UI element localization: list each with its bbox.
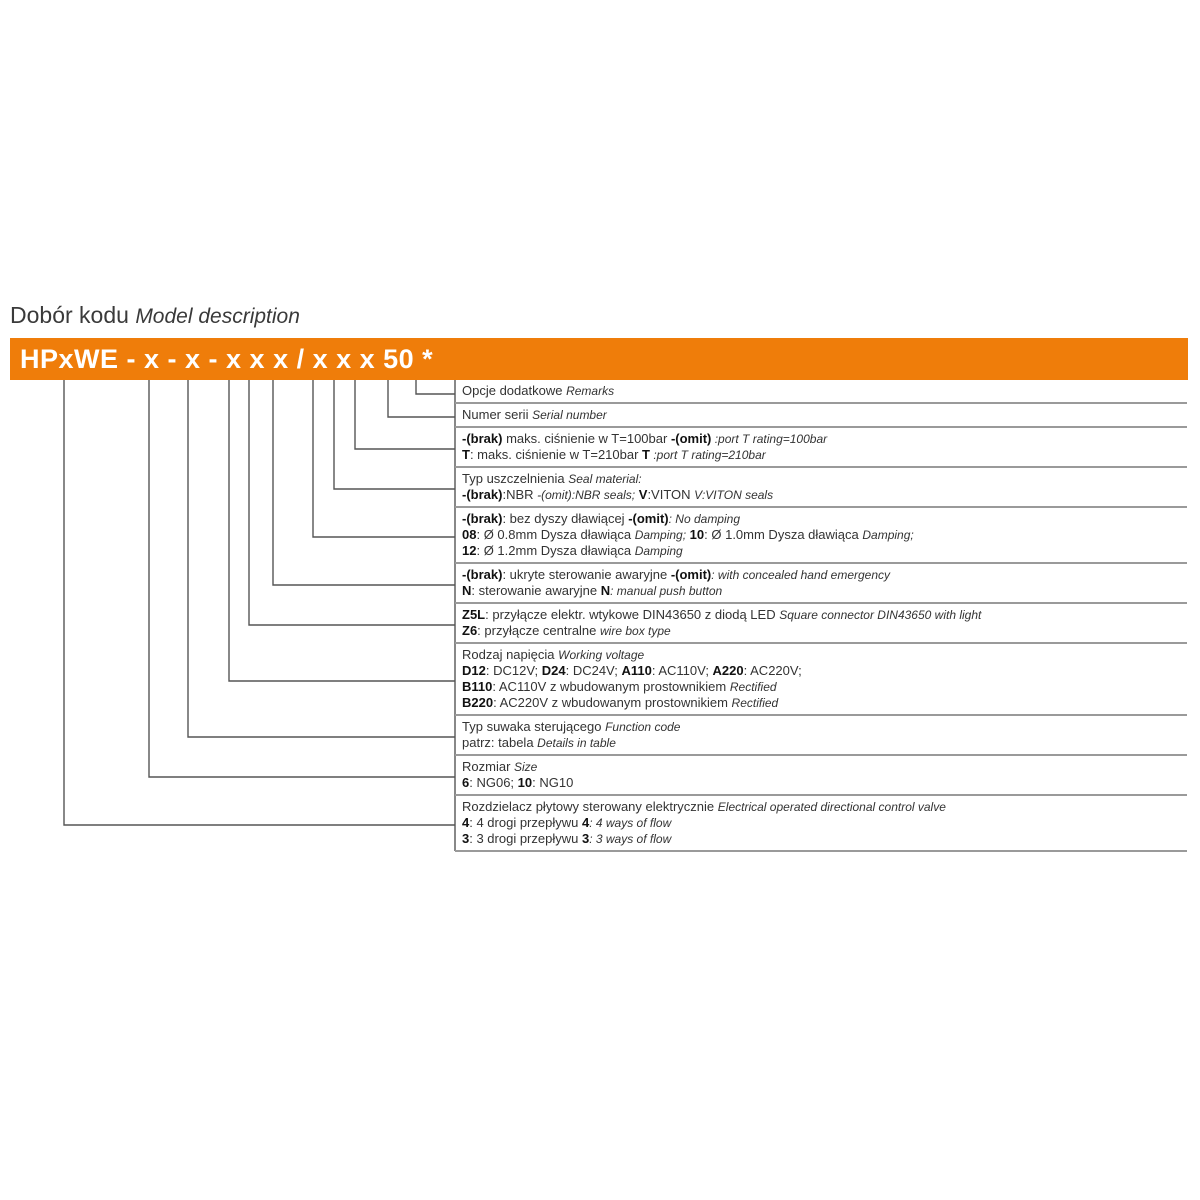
- connector-line: [355, 380, 455, 449]
- code-key: -(brak): [462, 431, 503, 446]
- description-line: [462, 447, 1187, 463]
- code-key: 10: [689, 527, 705, 542]
- polish-text: Rozdzielacz płytowy sterowany elektrycznie: [462, 799, 718, 814]
- code-key: Z6: [462, 623, 478, 638]
- polish-text: : sterowanie awaryjne: [471, 583, 601, 598]
- polish-text: : przyłącze centralne: [477, 623, 601, 638]
- code-key: 4: [462, 815, 470, 830]
- code-key: A110: [621, 663, 652, 678]
- code-key: D24: [541, 663, 566, 678]
- polish-text: : bez dyszy dławiącej: [502, 511, 629, 526]
- description-line: [462, 607, 1187, 623]
- code-key: N: [600, 583, 611, 598]
- connector-line: [188, 380, 455, 737]
- connector-line: [149, 380, 455, 777]
- code-description-table: [455, 380, 1187, 852]
- code-key: B220: [462, 695, 494, 710]
- description-cell: [455, 507, 1187, 563]
- model-code: HPxWE - x - x - x x x / x x x 50 *: [20, 344, 434, 374]
- description-line: [462, 735, 1187, 751]
- description-cell: [455, 427, 1187, 467]
- polish-text: : DC12V;: [485, 663, 542, 678]
- polish-text: : AC220V;: [743, 663, 802, 678]
- description-line: [462, 831, 1187, 847]
- description-line: [462, 431, 1187, 447]
- description-cell: [455, 380, 1187, 403]
- description-row: [455, 403, 1187, 427]
- english-text: V:VITON seals: [694, 488, 774, 502]
- english-text: Square connector DIN43650 with light: [779, 608, 982, 622]
- polish-text: Rozmiar: [462, 759, 515, 774]
- code-key: -(brak): [462, 567, 503, 582]
- code-key: 3: [581, 831, 590, 846]
- description-line: [462, 775, 1187, 791]
- polish-text: Rodzaj napięcia: [462, 647, 559, 662]
- polish-text: :VITON: [647, 487, 695, 502]
- description-cell: [455, 467, 1187, 507]
- english-text: Seal material:: [568, 472, 642, 486]
- connector-line: [229, 380, 455, 681]
- description-row: [455, 715, 1187, 755]
- description-row: [455, 643, 1187, 715]
- description-line: [462, 815, 1187, 831]
- description-line: [462, 583, 1187, 599]
- polish-text: : Ø 0.8mm Dysza dławiąca: [476, 527, 635, 542]
- description-line: [462, 695, 1187, 711]
- english-text: Electrical operated directional control valve: [717, 800, 946, 814]
- code-key: -(brak): [462, 487, 503, 502]
- code-key: B110: [462, 679, 493, 694]
- english-text: : No damping: [668, 512, 740, 526]
- polish-text: : przyłącze elektr. wtykowe DIN43650 z diodą LED: [485, 607, 780, 622]
- english-text: Rectified: [731, 696, 779, 710]
- description-row: [455, 427, 1187, 467]
- description-line: [462, 407, 1187, 423]
- description-row: [455, 795, 1187, 851]
- code-key: N: [462, 583, 472, 598]
- connector-line: [273, 380, 455, 585]
- english-text: Details in table: [537, 736, 616, 750]
- description-line: [462, 471, 1187, 487]
- description-cell: [455, 643, 1187, 715]
- english-text: : 4 ways of flow: [589, 816, 672, 830]
- code-key: 12: [462, 543, 477, 558]
- polish-text: : 3 drogi przepływu: [469, 831, 582, 846]
- polish-text: Numer serii: [462, 407, 533, 422]
- connector-line: [334, 380, 455, 489]
- description-cell: [455, 795, 1187, 851]
- code-key: T: [642, 447, 650, 462]
- description-cell: [455, 603, 1187, 643]
- description-row: [455, 380, 1187, 403]
- description-line: [462, 647, 1187, 663]
- description-row: [455, 755, 1187, 795]
- english-text: -(omit):NBR seals;: [537, 488, 636, 502]
- polish-text: : AC220V z wbudowanym prostownikiem: [493, 695, 732, 710]
- description-row: [455, 507, 1187, 563]
- description-line: [462, 511, 1187, 527]
- english-text: Damping;: [634, 528, 687, 542]
- polish-text: Typ uszczelnienia: [462, 471, 569, 486]
- description-line: [462, 383, 1187, 399]
- code-key: -(omit): [628, 511, 669, 526]
- code-key: T: [462, 447, 470, 462]
- description-line: [462, 623, 1187, 639]
- description-line: [462, 543, 1187, 559]
- code-key: -(omit): [670, 567, 712, 582]
- description-row: [455, 603, 1187, 643]
- code-key: 08: [462, 527, 477, 542]
- english-text: : with concealed hand emergency: [711, 568, 891, 582]
- polish-text: maks. ciśnienie w T=100bar: [502, 431, 671, 446]
- english-text: : manual push button: [610, 584, 723, 598]
- polish-text: : ukryte sterowanie awaryjne: [502, 567, 671, 582]
- english-text: Working voltage: [558, 648, 645, 662]
- polish-text: : AC110V z wbudowanym prostownikiem: [492, 679, 730, 694]
- polish-text: Typ suwaka sterującego: [462, 719, 606, 734]
- description-cell: [455, 403, 1187, 427]
- polish-text: :NBR: [502, 487, 538, 502]
- code-key: D12: [462, 663, 486, 678]
- polish-text: : Ø 1.0mm Dysza dławiąca: [704, 527, 863, 542]
- description-line: [462, 663, 1187, 679]
- connector-line: [64, 380, 455, 825]
- code-key: Z5L: [462, 607, 486, 622]
- description-line: [462, 487, 1187, 503]
- description-cell: [455, 755, 1187, 795]
- description-row: [455, 467, 1187, 507]
- code-key: 3: [462, 831, 470, 846]
- polish-text: : maks. ciśnienie w T=210bar: [469, 447, 643, 462]
- description-cell: [455, 563, 1187, 603]
- code-key: A220: [712, 663, 744, 678]
- english-text: Remarks: [566, 384, 615, 398]
- description-line: [462, 799, 1187, 815]
- description-cell: [455, 715, 1187, 755]
- polish-text: : Ø 1.2mm Dysza dławiąca: [476, 543, 635, 558]
- description-line: [462, 527, 1187, 543]
- english-text: Function code: [605, 720, 681, 734]
- polish-text: Opcje dodatkowe: [462, 383, 567, 398]
- english-text: :port T rating=100bar: [711, 432, 828, 446]
- connector-line: [416, 380, 455, 394]
- english-text: Rectified: [729, 680, 777, 694]
- english-text: Damping: [634, 544, 683, 558]
- polish-text: patrz: tabela: [462, 735, 538, 750]
- description-line: [462, 719, 1187, 735]
- polish-text: : AC110V;: [651, 663, 713, 678]
- connector-line: [388, 380, 455, 417]
- code-key: -(brak): [462, 511, 503, 526]
- code-key: 10: [517, 775, 533, 790]
- polish-text: : 4 drogi przepływu: [469, 815, 582, 830]
- polish-text: : DC24V;: [565, 663, 622, 678]
- description-line: [462, 679, 1187, 695]
- english-text: Damping;: [862, 528, 914, 542]
- description-line: [462, 567, 1187, 583]
- english-text: Size: [514, 760, 538, 774]
- english-text: :port T rating=210bar: [650, 448, 766, 462]
- code-key: V: [638, 487, 648, 502]
- heading-english: Model description: [135, 305, 300, 328]
- polish-text: : NG06;: [469, 775, 518, 790]
- code-key: 6: [462, 775, 470, 790]
- english-text: : 3 ways of flow: [589, 832, 672, 846]
- english-text: Serial number: [532, 408, 607, 422]
- code-key: -(omit): [670, 431, 712, 446]
- description-line: [462, 759, 1187, 775]
- description-row: [455, 563, 1187, 603]
- heading-polish: Dobór kodu: [10, 302, 129, 328]
- english-text: wire box type: [600, 624, 671, 638]
- code-key: 4: [581, 815, 590, 830]
- polish-text: : NG10: [532, 775, 574, 790]
